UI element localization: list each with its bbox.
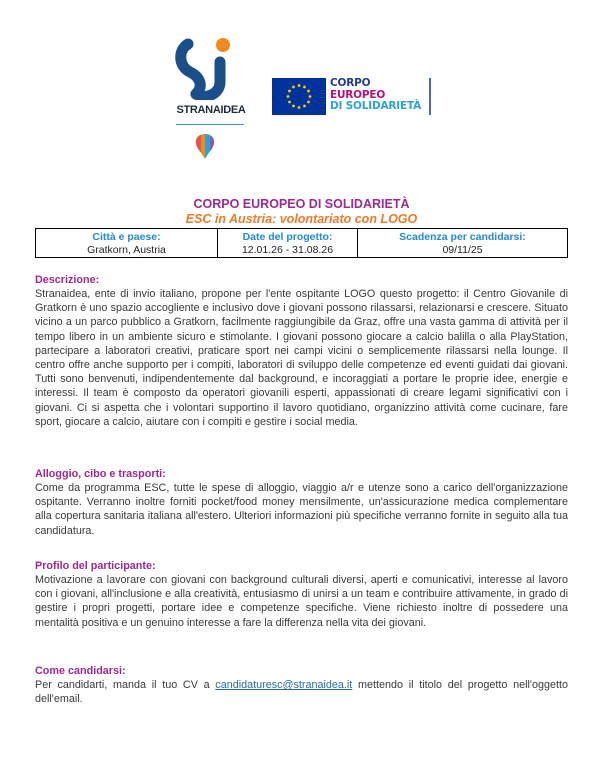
esc-logo-line3: DI SOLIDARIETÀ — [330, 100, 422, 112]
info-label: Date del progetto: — [242, 231, 333, 243]
info-value: 09/11/25 — [442, 244, 483, 256]
info-label: Scadenza per candidarsi: — [399, 231, 526, 243]
section-body — [35, 678, 568, 706]
european-solidarity-corps-logo — [272, 78, 436, 118]
esc-logo-line1: CORPO — [330, 77, 371, 89]
stranaidea-logo — [168, 36, 254, 160]
section-body: Stranaidea, ente di invio italiano, propone per l'ente ospitante LOGO questo progetto: il Centro Giovanile di Gratkorn è uno spazio accogliente e inclusivo dove i giovani possono rilassarsi, relazionarsi e crescere. Situato vicino a un parco pubblico a Gratkorn, facilmente raggiungibile da Graz, offre una vasta gamma di attività per il tempo libero in un ambiente sicuro e stimolante. I giovani possono giocare a calcio balilla o alla PlayStation, partecipare a laboratori creativi, praticare sport nei campi vicini o semplicemente rilassarsi nella lounge. Il centro offre anche supporto per i compiti, laboratori di sviluppo delle competenze ed eventi guidati dai giovani. Tutti sono benvenuti, indipendentemente dal background, e incoraggiati a portare le proprie idee, energie e interessi. Il team è composto da operatori giovanili esperti, appassionati di creare legami significativi con i giovani. Ci si aspetta che i volontari supportino il lavoro quotidiano, organizzino attività come cucinare, fare sport, giocare a calcio, aiutare con i compiti e gestire i social media. — [35, 288, 568, 428]
section-heading: Profilo del participante: — [35, 560, 156, 572]
section-heading: Come candidarsi: — [35, 665, 126, 677]
section-heading: Descrizione: — [35, 274, 100, 286]
section-profilo — [35, 559, 568, 630]
section-come-candidarsi — [35, 664, 568, 706]
document-subtitle: ESC in Austria: volontariato con LOGO — [185, 212, 418, 226]
apply-text-after: mettendo il titolo del progetto nell'oggetto dell'email. — [35, 679, 569, 706]
stranaidea-s-mark-icon — [174, 36, 234, 100]
info-label: Città e paese: — [92, 231, 161, 243]
esc-logo-line2: EUROPEO — [330, 88, 386, 101]
info-cell-dates — [218, 229, 358, 257]
esc-logo-text — [330, 78, 421, 113]
section-alloggio — [35, 467, 568, 538]
project-info-table — [35, 228, 568, 258]
section-descrizione — [35, 273, 568, 429]
esc-logo-divider — [429, 78, 431, 115]
document-title: CORPO EUROPEO DI SOLIDARIETÀ — [193, 197, 410, 211]
stranaidea-name: STRANAIDEA — [176, 104, 246, 116]
info-value: Gratkorn, Austria — [87, 244, 166, 256]
section-heading: Alloggio, cibo e trasporti: — [35, 468, 166, 480]
apply-text-before: Per candidarti, manda il tuo CV a — [35, 679, 216, 691]
info-cell-deadline — [358, 229, 567, 257]
eu-flag-icon — [272, 78, 326, 115]
header-logos — [0, 0, 603, 170]
logo-divider — [176, 124, 244, 125]
info-value: 12.01.26 - 31.08.26 — [241, 244, 334, 256]
info-cell-location — [36, 229, 218, 257]
section-body: Motivazione a lavorare con giovani con background culturali diversi, aperti e comunicativi, interesse al lavoro con i giovani, all'inclusione e alla creatività, entusiasmo di unirsi a un team e contribuire attivamente, in grado di gestire i propri progetti, portare idee e competenze specifiche. Viene richiesto inoltre di possedere una mentalità positiva e un genuino interesse a fare la differenza nella vita dei giovani. — [35, 574, 568, 629]
hot-air-balloon-icon — [195, 133, 215, 160]
section-body: Come da programma ESC, tutte le spese di alloggio, viaggio a/r e utenze sono a carico dell'organizzazione ospitante. Verranno inoltre forniti pocket/food money mensilmente, un'assicurazione medica complementare alla copertura sanitaria italiana all'estero. Ulteriori informazioni più specifiche verranno fornite in seguito alla tua candidatura. — [35, 482, 568, 537]
application-email-link[interactable]: candidaturesc@stranaidea.it — [215, 679, 353, 691]
